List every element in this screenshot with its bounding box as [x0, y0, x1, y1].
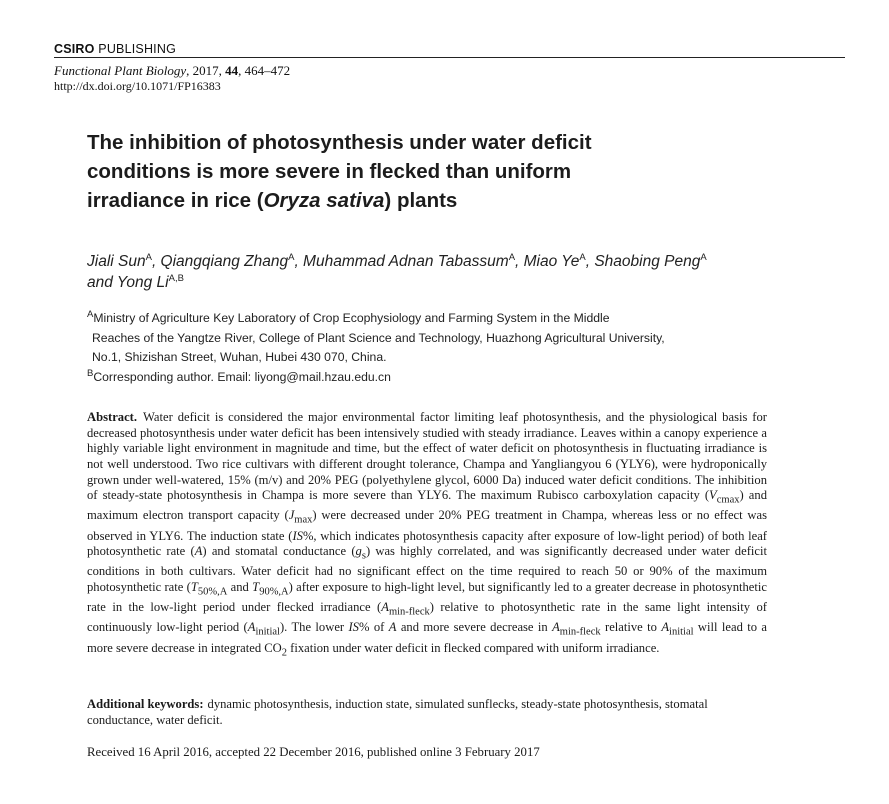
keywords-text: dynamic photosynthesis, induction state, simulated sunflecks, steady-state photosynthesis, stomatal conductance, water deficit. — [87, 697, 708, 727]
abstract-text: % of — [358, 620, 389, 635]
journal-pages: , 464–472 — [238, 63, 291, 78]
affiliation-line: Reaches of the Yangtze River, College of Plant Science and Technology, Huazhong Agricultural University, — [92, 330, 665, 345]
symbol: T — [252, 580, 260, 595]
author-name: , Shaobing Peng — [585, 253, 701, 270]
symbol-subscript: initial — [669, 626, 694, 638]
journal-volume: 44 — [225, 63, 239, 78]
abstract-text: fixation under water deficit in flecked compared with uniform irradiance. — [287, 640, 660, 655]
title-text: irradiance in rice ( — [87, 189, 264, 212]
symbol: g — [355, 544, 362, 559]
title-line-1: The inhibition of photosynthesis under water deficit — [87, 131, 592, 154]
abstract-label: Abstract. — [87, 410, 138, 424]
publisher-name-bold: CSIRO — [54, 42, 95, 56]
author-name: Jiali Sun — [87, 253, 146, 270]
header-rule — [54, 57, 845, 58]
symbol-subscript: min-fleck — [388, 606, 430, 618]
symbol: IS — [348, 620, 359, 635]
symbol: A — [552, 620, 560, 635]
title-text: ) plants — [384, 189, 458, 212]
author-name: and Yong Li — [87, 274, 169, 291]
abstract-text: ) after exposure to high-light level, but significantly led to a greater decrease in photosynthetic rate in the low-light period under flecked irradiance ( — [87, 580, 767, 615]
abstract-text: ) and maximum electron transport capacity ( — [87, 488, 767, 523]
symbol: A — [247, 620, 256, 635]
keywords-label: Additional keywords: — [87, 697, 204, 711]
journal-citation — [54, 63, 290, 79]
author-line-2 — [87, 272, 807, 293]
symbol: V — [709, 488, 717, 503]
author-affil-sup: A — [288, 251, 295, 263]
journal-name: Functional Plant Biology — [54, 63, 187, 78]
symbol: A — [194, 544, 203, 559]
corresponding-author-text: Corresponding author. Email: liyong@mail.hzau.edu.cn — [93, 369, 391, 384]
received-dates: Received 16 April 2016, accepted 22 December 2016, published online 3 February 2017 — [87, 745, 540, 759]
doi-link[interactable]: http://dx.doi.org/10.1071/FP16383 — [54, 79, 221, 93]
symbol: J — [288, 508, 295, 523]
author-affil-sup: A,B — [168, 272, 184, 284]
affiliation-marker: B — [87, 367, 94, 379]
symbol: T — [190, 580, 198, 595]
author-affil-sup: A — [700, 251, 707, 263]
affiliations — [87, 309, 807, 387]
symbol-subscript: max — [294, 514, 313, 526]
symbol-subscript: 2 — [281, 647, 288, 659]
affiliation-marker: A — [87, 308, 94, 320]
symbol-subscript: cmax — [716, 494, 740, 506]
author-affil-sup: A — [145, 251, 152, 263]
abstract-text: will lead to a more severe decrease in integrated CO — [87, 620, 768, 655]
symbol-subscript: s — [361, 550, 366, 562]
title-species: Oryza sativa — [263, 189, 385, 212]
author-line-1 — [87, 251, 807, 272]
symbol-subscript: 50%,A — [197, 586, 228, 598]
abstract-text: ) relative to photosynthetic rate in the same light intensity of continuously low-light period ( — [87, 600, 767, 635]
publisher-logo-text — [54, 42, 176, 56]
abstract-text: relative to — [600, 620, 662, 635]
abstract — [87, 410, 767, 661]
symbol-subscript: initial — [255, 626, 280, 638]
author-affil-sup: A — [508, 251, 516, 263]
corresponding-author-line — [87, 368, 807, 388]
abstract-text: ). The lower — [279, 620, 349, 635]
title-line-2: conditions is more severe in flecked than uniform — [87, 160, 572, 183]
symbol: A — [388, 620, 397, 635]
abstract-text: and — [227, 580, 253, 595]
abstract-text: ) was highly correlated, and was significantly decreased under water deficit conditions in both cultivars. Water deficit had no significant effect on the time required to reach 50 or 90% of the maximum photosynthetic rate ( — [87, 544, 767, 595]
abstract-text: and more severe decrease in — [396, 620, 553, 635]
symbol: IS — [292, 528, 303, 543]
author-affil-sup: A — [579, 251, 586, 263]
symbol-subscript: min-fleck — [559, 626, 601, 638]
symbol: A — [381, 600, 389, 615]
affiliation-text: Ministry of Agriculture Key Laboratory of Crop Ecophysiology and Farming System in the Middle — [93, 311, 610, 325]
journal-year: , 2017, — [186, 63, 226, 78]
affiliation-line — [87, 309, 807, 329]
symbol-subscript: 90%,A — [259, 586, 289, 598]
author-list — [87, 251, 807, 293]
abstract-text: ) and stomatal conductance ( — [202, 544, 356, 559]
abstract-text: Water deficit is considered the major environmental factor limiting leaf photosynthesis, and the physiological basis for decreased photosynthesis under water deficit has been intensively studied with steady irradiance. Leaves within a canopy experience a highly variable light environment in magnitude and time, but the effect of water deficit on photosynthesis in fluctuating irradiance is not well understood. Two rice cultivars with different drought tolerance, Champa and Yangliangyou 6 (YLY6), were hydroponically grown under well-watered, 15% (m/v) and 20% PEG (polyethylene glycol, 6000 Da) induced water deficit conditions. The inhibition of steady-state photosynthesis in Champa is more severe than YLY6. The maximum Rubisco carboxylation capacity ( — [87, 410, 767, 503]
affiliation-line: No.1, Shizishan Street, Wuhan, Hubei 430 070, China. — [92, 350, 387, 364]
author-name: , Muhammad Adnan Tabassum — [294, 253, 509, 270]
publisher-name-rest: PUBLISHING — [98, 42, 176, 56]
abstract-text: %, which indicates photosynthesis capacity after exposure of low-light period) of both leaf photosynthetic rate ( — [87, 528, 767, 559]
paper-title — [87, 128, 707, 215]
abstract-text: ) were decreased under 20% PEG treatment in Champa, whereas less or no effect was observed in YLY6. The induction state ( — [87, 508, 767, 543]
author-name: , Miao Ye — [515, 253, 580, 270]
additional-keywords — [87, 696, 771, 728]
symbol: A — [661, 620, 670, 635]
author-name: , Qiangqiang Zhang — [151, 253, 289, 270]
title-line-3 — [87, 186, 707, 215]
